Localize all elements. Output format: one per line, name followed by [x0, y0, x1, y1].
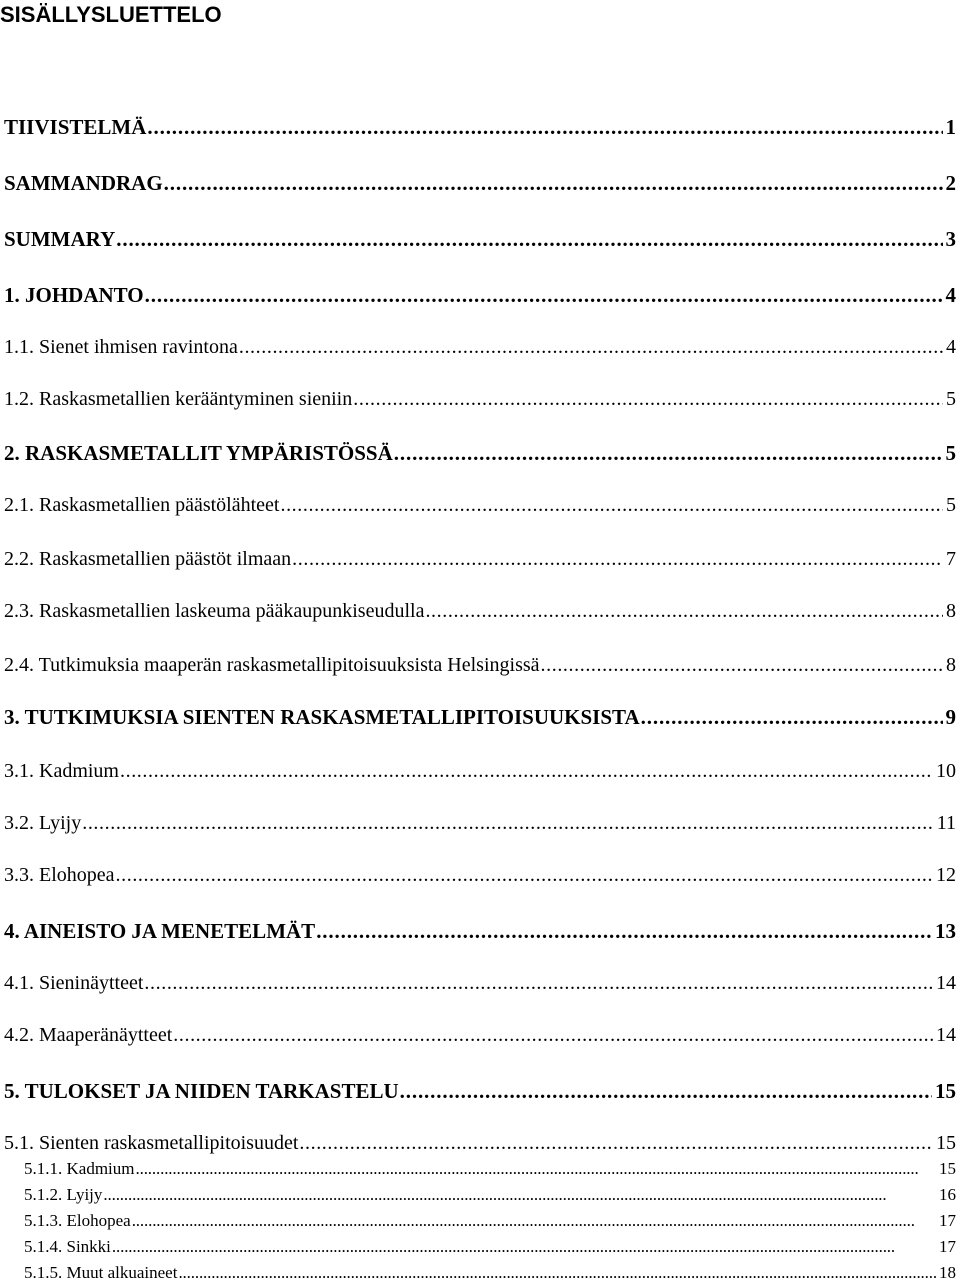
toc-entry-page-number: 17	[939, 1237, 956, 1256]
toc-entry-page-number: 8	[946, 600, 956, 622]
toc-entry[interactable]	[4, 282, 956, 308]
toc-entry[interactable]	[4, 862, 956, 888]
toc-dot-leader	[132, 1210, 936, 1232]
toc-entry-page-number: 9	[945, 705, 956, 729]
toc-dot-leader	[400, 1078, 932, 1104]
toc-entry[interactable]	[4, 1022, 956, 1048]
toc-entry[interactable]	[4, 386, 956, 412]
toc-dot-leader	[136, 1158, 937, 1180]
toc-entry[interactable]	[4, 598, 956, 624]
toc-entry-page-number: 8	[946, 654, 956, 676]
toc-entry[interactable]	[4, 492, 956, 518]
toc-dot-leader	[316, 918, 932, 944]
toc-entry[interactable]	[4, 918, 956, 944]
toc-entry-label: 2. RASKASMETALLIT YMPÄRISTÖSSÄ	[4, 441, 393, 465]
toc-entry-page-number: 14	[936, 1024, 956, 1046]
toc-dot-leader	[103, 1184, 936, 1206]
toc-entry-page-number: 15	[935, 1079, 956, 1103]
toc-entry-page-number: 15	[936, 1132, 956, 1154]
toc-dot-leader	[120, 758, 933, 784]
toc-entry-page-number: 7	[946, 548, 956, 570]
toc-entry-page-number: 2	[945, 171, 956, 195]
toc-dot-leader	[144, 970, 933, 996]
toc-entry-page-number: 4	[946, 336, 956, 358]
toc-dot-leader	[280, 492, 943, 518]
toc-entry-label: 5.1. Sienten raskasmetallipitoisuudet	[4, 1132, 299, 1154]
toc-dot-leader	[425, 598, 943, 624]
toc-dot-leader	[641, 704, 943, 730]
toc-entry[interactable]	[4, 334, 956, 360]
toc-entry[interactable]	[4, 1078, 956, 1104]
toc-entry[interactable]	[4, 170, 956, 196]
toc-entry[interactable]	[4, 652, 956, 678]
toc-entry-label: 5.1.4. Sinkki	[24, 1237, 111, 1256]
toc-dot-leader	[541, 652, 943, 678]
toc-entry-page-number: 17	[939, 1211, 956, 1230]
toc-entry-page-number: 3	[945, 227, 956, 251]
toc-entry-label: 3. TUTKIMUKSIA SIENTEN RASKASMETALLIPITOISUUKSISTA	[4, 705, 640, 729]
toc-entry-label: 1. JOHDANTO	[4, 283, 144, 307]
toc-entry[interactable]	[4, 226, 956, 252]
toc-entry-label: 5.1.5. Muut alkuaineet	[24, 1263, 178, 1282]
toc-entry-page-number: 13	[935, 919, 956, 943]
toc-entry-page-number: 5	[946, 494, 956, 516]
toc-entry-page-number: 5	[945, 441, 956, 465]
toc-entry-label: 3.2. Lyijy	[4, 812, 82, 834]
toc-entry[interactable]	[4, 758, 956, 784]
toc-dot-leader	[394, 440, 943, 466]
toc-entry[interactable]	[4, 704, 956, 730]
toc-entry-label: 2.1. Raskasmetallien päästölähteet	[4, 494, 280, 516]
toc-entry-label: SUMMARY	[4, 227, 116, 251]
toc-entry-label: 4.1. Sieninäytteet	[4, 972, 144, 994]
toc-entry-page-number: 5	[946, 388, 956, 410]
toc-dot-leader	[82, 810, 934, 836]
toc-entry-label: 5.1.2. Lyijy	[24, 1185, 103, 1204]
toc-entry[interactable]	[24, 1158, 956, 1180]
toc-entry-label: 5.1.1. Kadmium	[24, 1159, 135, 1178]
toc-entry-page-number: 16	[939, 1185, 956, 1204]
toc-entry-page-number: 14	[936, 972, 956, 994]
toc-entry-label: 5.1.3. Elohopea	[24, 1211, 131, 1230]
toc-dot-leader	[178, 1262, 936, 1284]
toc-entry-label: TIIVISTELMÄ	[4, 115, 147, 139]
toc-entry-label: 2.4. Tutkimuksia maaperän raskasmetallipitoisuuksista Helsingissä	[4, 654, 540, 676]
toc-dot-leader	[292, 546, 943, 572]
toc-dot-leader	[164, 170, 943, 196]
toc-entry-page-number: 11	[936, 812, 956, 834]
toc-entry[interactable]	[4, 1130, 956, 1156]
toc-entry-label: 3.1. Kadmium	[4, 760, 119, 782]
toc-entry-label: 1.1. Sienet ihmisen ravintona	[4, 336, 238, 358]
toc-entry-label: 3.3. Elohopea	[4, 864, 115, 886]
toc-entry-page-number: 10	[936, 760, 956, 782]
toc-entry-label: 5. TULOKSET JA NIIDEN TARKASTELU	[4, 1079, 399, 1103]
toc-entry-label: SAMMANDRAG	[4, 171, 163, 195]
toc-dot-leader	[299, 1130, 933, 1156]
toc-entry-label: 1.2. Raskasmetallien kerääntyminen sieniin	[4, 388, 353, 410]
toc-entry-label: 4. AINEISTO JA MENETELMÄT	[4, 919, 316, 943]
toc-entry[interactable]	[4, 440, 956, 466]
toc-entry[interactable]	[24, 1262, 956, 1284]
toc-entry-label: 4.2. Maaperänäytteet	[4, 1024, 173, 1046]
toc-entry[interactable]	[24, 1236, 956, 1258]
toc-dot-leader	[116, 862, 933, 888]
toc-entry[interactable]	[4, 114, 956, 140]
toc-entry[interactable]	[4, 810, 956, 836]
toc-dot-leader	[173, 1022, 933, 1048]
toc-entry[interactable]	[4, 546, 956, 572]
toc-dot-leader	[116, 226, 942, 252]
page-title: SISÄLLYSLUETTELO	[0, 2, 222, 27]
toc-dot-leader	[147, 114, 942, 140]
toc-dot-leader	[239, 334, 943, 360]
toc-entry-label: 2.3. Raskasmetallien laskeuma pääkaupunkiseudulla	[4, 600, 425, 622]
toc-entry[interactable]	[4, 970, 956, 996]
toc-entry-page-number: 1	[945, 115, 956, 139]
toc-entry-page-number: 12	[936, 864, 956, 886]
toc-dot-leader	[145, 282, 943, 308]
toc-entry[interactable]	[24, 1210, 956, 1232]
toc-entry-page-number: 4	[945, 283, 956, 307]
toc-entry-page-number: 18	[939, 1263, 956, 1282]
toc-dot-leader	[353, 386, 943, 412]
toc-dot-leader	[112, 1236, 936, 1258]
toc-entry[interactable]	[24, 1184, 956, 1206]
toc-entry-page-number: 15	[939, 1159, 956, 1178]
toc-entry-label: 2.2. Raskasmetallien päästöt ilmaan	[4, 548, 292, 570]
